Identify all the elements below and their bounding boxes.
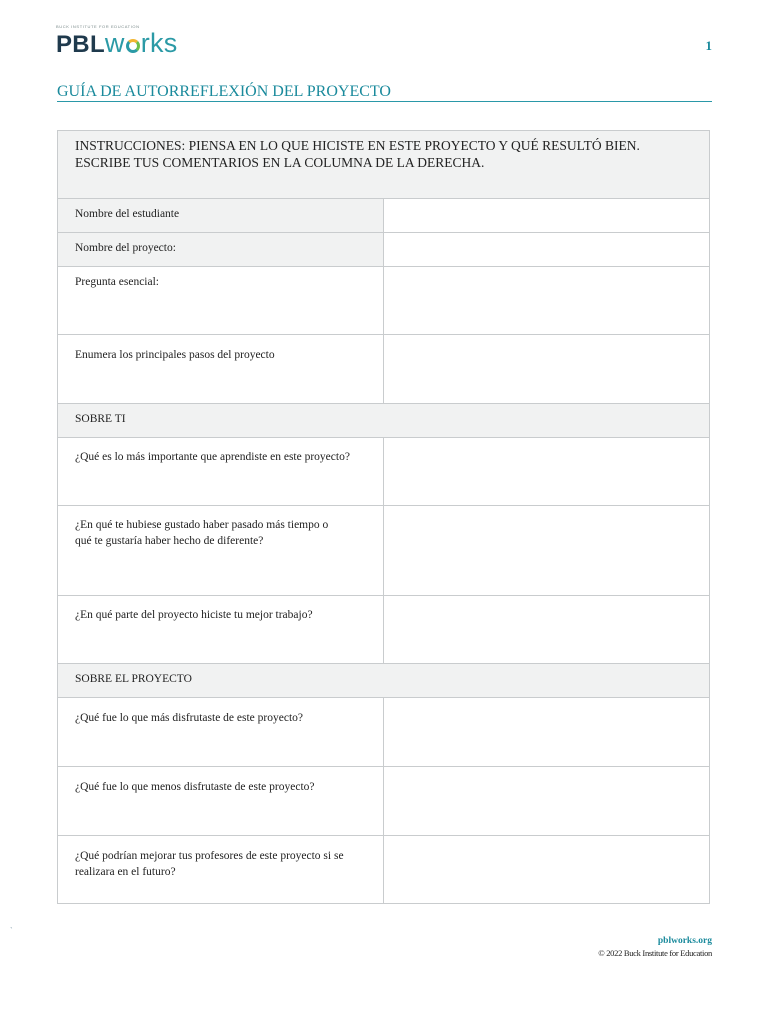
section-header-row xyxy=(58,664,710,698)
label-most-important-learned: ¿Qué es lo más importante que aprendiste en este proyecto? xyxy=(58,438,384,506)
logo-wordmark xyxy=(56,28,178,60)
table-row xyxy=(58,506,710,596)
logo-o-ring-icon xyxy=(126,39,140,53)
table-row xyxy=(58,596,710,664)
table-row xyxy=(58,698,710,767)
table-row xyxy=(58,335,710,404)
most-important-learned-field[interactable] xyxy=(384,438,710,506)
page-number: 1 xyxy=(705,38,712,53)
stray-mark: ` xyxy=(10,926,13,935)
label-more-time: ¿En qué te hubiese gustado haber pasado más tiempo o qué te gustaría haber hecho de diferente? xyxy=(58,506,384,596)
label-enjoyed-least: ¿Qué fue lo que menos disfrutaste de este proyecto? xyxy=(58,767,384,836)
logo-w-text: w xyxy=(104,28,125,58)
label-enjoyed-most: ¿Qué fue lo que más disfrutaste de este proyecto? xyxy=(58,698,384,767)
label-essential-question: Pregunta esencial: xyxy=(58,267,384,335)
table-row xyxy=(58,836,710,904)
section-about-project: SOBRE EL PROYECTO xyxy=(58,664,710,698)
logo-pbl-text: PBL xyxy=(56,31,105,58)
more-time-field[interactable] xyxy=(384,506,710,596)
section-about-you: SOBRE TI xyxy=(58,404,710,438)
label-project-name: Nombre del proyecto: xyxy=(58,233,384,267)
table-row xyxy=(58,267,710,335)
logo-rks-text: rks xyxy=(140,28,178,58)
label-teacher-improvements: ¿Qué podrían mejorar tus profesores de este proyecto si se realizara en el futuro? xyxy=(58,836,384,904)
document-title: GUÍA DE AUTORREFLEXIÓN DEL PROYECTO xyxy=(57,82,712,102)
student-name-field[interactable] xyxy=(384,199,710,233)
essential-question-field[interactable] xyxy=(384,267,710,335)
teacher-improvements-field[interactable] xyxy=(384,836,710,904)
pblworks-logo xyxy=(56,22,196,62)
enjoyed-most-field[interactable] xyxy=(384,698,710,767)
project-name-field[interactable] xyxy=(384,233,710,267)
section-header-row xyxy=(58,404,710,438)
footer-copyright: © 2022 Buck Institute for Education xyxy=(598,948,712,958)
instructions-row xyxy=(58,131,710,199)
logo-tagline: BUCK INSTITUTE FOR EDUCATION xyxy=(56,24,140,29)
reflection-form-table xyxy=(57,130,710,904)
label-student-name: Nombre del estudiante xyxy=(58,199,384,233)
label-main-steps: Enumera los principales pasos del proyecto xyxy=(58,335,384,404)
table-row xyxy=(58,199,710,233)
label-best-work: ¿En qué parte del proyecto hiciste tu mejor trabajo? xyxy=(58,596,384,664)
table-row xyxy=(58,233,710,267)
table-row xyxy=(58,767,710,836)
best-work-field[interactable] xyxy=(384,596,710,664)
instructions-text: INSTRUCCIONES: PIENSA EN LO QUE HICISTE EN ESTE PROYECTO Y QUÉ RESULTÓ BIEN. ESCRIBE TUS COMENTARIOS EN LA COLUMNA DE LA DERECHA. xyxy=(58,131,710,199)
table-row xyxy=(58,438,710,506)
main-steps-field[interactable] xyxy=(384,335,710,404)
enjoyed-least-field[interactable] xyxy=(384,767,710,836)
footer-website-link[interactable]: pblworks.org xyxy=(657,936,712,946)
